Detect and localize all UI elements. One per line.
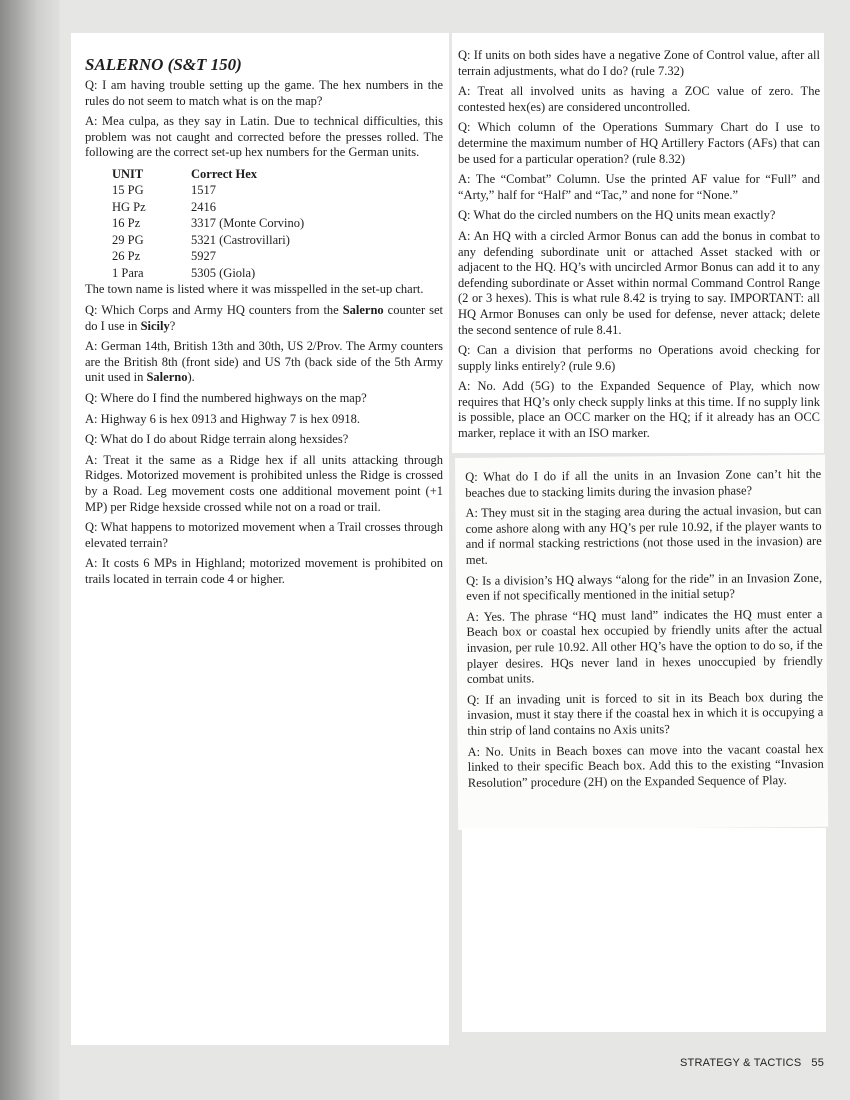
- table-cell-hex: 5321 (Castrovillari): [191, 232, 290, 247]
- answer-artillery-factors: A: The “Combat” Column. Use the printed AF value for “Full” and “Arty,” half for “Half” and “Tac,” and none for “None.”: [458, 172, 820, 202]
- table-cell-unit: 26 Pz: [112, 249, 141, 264]
- answer-ridge-terrain: A: Treat it the same as a Ridge hex if all units attacking through Ridges. Motorized movement is prohibited unless the Ridge is crossed by a Road. Leg movement costs one additional movement point (+1 MP) per Ridge hexside crossed while not on a road or trail.: [85, 452, 443, 514]
- binding-shadow: [0, 0, 60, 1100]
- answer-highways: A: Highway 6 is hex 0913 and Highway 7 is hex 0918.: [85, 411, 360, 426]
- answer-circled-numbers: A: An HQ with a circled Armor Bonus can add the bonus in combat to any defending subordinate unit or attached Asset stacked with or adjacent to the HQ. HQ’s with uncircled Armor Bonus can add it to any defending subordinate or Asset within normal Command Control Range (2 or 3 hexes). This is what rule 8.42 is trying to say. IMPORTANT: all HQ Armor Bonuses can only be used for defense, never attack; delete the second sentence of rule 8.41.: [458, 228, 820, 337]
- answer-division-hq: A: Yes. The phrase “HQ must land” indicates the HQ must enter a Beach box or coastal hex occupied by friendly units after the actual invasion, per rule 10.92. All other HQ’s have the option to do so, if the player desires. HQs never land in hexes unoccupied by friendly combat units.: [466, 606, 823, 687]
- left-column: [71, 33, 449, 1045]
- right-column-top: [452, 33, 824, 453]
- text-run: ?: [169, 318, 176, 333]
- table-cell-unit: 15 PG: [112, 183, 144, 198]
- question-beach-box: Q: If an invading unit is forced to sit in its Beach box during the invasion, must it stay there if the coastal hex in which it is occupying a thin strip of land contains no Axis units?: [467, 689, 824, 738]
- question-highways: Q: Where do I find the numbered highways on the map?: [85, 391, 367, 406]
- blank-column-area: [462, 828, 826, 1032]
- question-setup-hexes: Q: I am having trouble setting up the game. The hex numbers in the rules do not seem to match what is on the map?: [85, 78, 443, 108]
- table-cell-hex: 2416: [191, 199, 216, 214]
- text-run: counter set do I use in: [85, 303, 443, 333]
- table-row: [112, 199, 304, 216]
- question-artillery-factors: Q: Which column of the Operations Summary Chart do I use to determine the maximum number of HQ Artillery Factors (AFs) that can be used for a particular operation? (rule 8.32): [458, 120, 820, 166]
- right-column-bottom: [455, 455, 828, 830]
- answer-setup-hexes: A: Mea culpa, as they say in Latin. Due to technical difficulties, this problem was not caught and corrected before the presses rolled. The following are the correct set-up hex numbers for the German units.: [85, 114, 443, 160]
- table-cell-unit: 29 PG: [112, 232, 144, 247]
- table-cell-hex: 5927: [191, 249, 216, 264]
- table-cell-hex: 1517: [191, 183, 216, 198]
- question-supply-links: Q: Can a division that performs no Operations avoid checking for supply links entirely? (rule 9.6): [458, 343, 820, 373]
- table-header-row: [112, 166, 304, 183]
- text-run: A: German 14th, British 13th and 30th, US 2/Prov. The Army counters are the British 8th (front side) and US 7th (back side of the 5th Army unit used in: [85, 339, 443, 385]
- answer-zoc: A: Treat all involved units as having a ZOC value of zero. The contested hex(es) are considered uncontrolled.: [458, 84, 820, 114]
- table-row: [112, 215, 304, 232]
- table-row: [112, 248, 304, 265]
- text-run: ).: [187, 370, 195, 385]
- table-cell-unit: HG Pz: [112, 199, 146, 214]
- table-header-hex: Correct Hex: [191, 166, 258, 181]
- page-footer: [680, 1057, 830, 1069]
- table-row: [112, 265, 304, 282]
- answer-supply-links: A: No. Add (5G) to the Expanded Sequence of Play, which now requires that HQ’s only check supply links at this time. If no supply link is possible, place an OCC marker on the HQ; if it already has an OCC marker, replace it with an ISO marker.: [458, 379, 820, 441]
- question-invasion-stacking: Q: What do I do if all the units in an Invasion Zone can’t hit the beaches due to stacking limits during the invasion phase?: [465, 466, 822, 500]
- answer-trail-movement: A: It costs 6 MPs in Highland; motorized movement is prohibited on trails located in terrain code 4 or higher.: [85, 556, 443, 586]
- town-name-note: The town name is listed where it was misspelled in the set-up chart.: [85, 282, 424, 297]
- question-zoc: Q: If units on both sides have a negative Zone of Control value, after all terrain adjustments, what do I do? (rule 7.32): [458, 48, 820, 78]
- question-circled-numbers: Q: What do the circled numbers on the HQ units mean exactly?: [458, 208, 776, 223]
- table-cell-unit: 16 Pz: [112, 216, 141, 231]
- table-header-unit: UNIT: [112, 166, 144, 181]
- question-trail-movement: Q: What happens to motorized movement when a Trail crosses through elevated terrain?: [85, 520, 443, 550]
- bold-game-name: Salerno: [146, 370, 188, 385]
- answer-hq-counters: [85, 339, 443, 386]
- question-ridge-terrain: Q: What do I do about Ridge terrain along hexsides?: [85, 432, 349, 447]
- text-run: Q: Which Corps and Army HQ counters from the: [85, 303, 343, 318]
- answer-invasion-stacking: A: They must sit in the staging area during the actual invasion, but can come ashore along with any HQ’s per rule 10.92, if the player wants to and if normal stacking restrictions (not those used in the invasion) are met.: [465, 502, 822, 567]
- article-title: SALERNO (S&T 150): [85, 55, 242, 74]
- table-row: [112, 182, 304, 199]
- setup-hex-table: [112, 166, 304, 282]
- table-cell-hex: 3317 (Monte Corvino): [191, 216, 305, 231]
- question-hq-counters: [85, 303, 443, 334]
- answer-beach-box: A: No. Units in Beach boxes can move into the vacant coastal hex linked to their specific Beach box. Add this to the existing “Invasion Resolution” procedure (2H) on the Expanded Sequence of Play.: [467, 741, 824, 790]
- page-number: 55: [811, 1057, 825, 1069]
- table-row: [112, 232, 304, 249]
- bold-game-name: Sicily: [140, 318, 170, 333]
- question-division-hq: Q: Is a division’s HQ always “along for the ride” in an Invasion Zone, even if not specifically mentioned in the initial setup?: [466, 570, 823, 604]
- table-cell-hex: 5305 (Giola): [191, 265, 256, 280]
- table-cell-unit: 1 Para: [112, 265, 144, 280]
- magazine-name: STRATEGY & TACTICS: [680, 1057, 802, 1069]
- bold-game-name: Salerno: [342, 303, 384, 318]
